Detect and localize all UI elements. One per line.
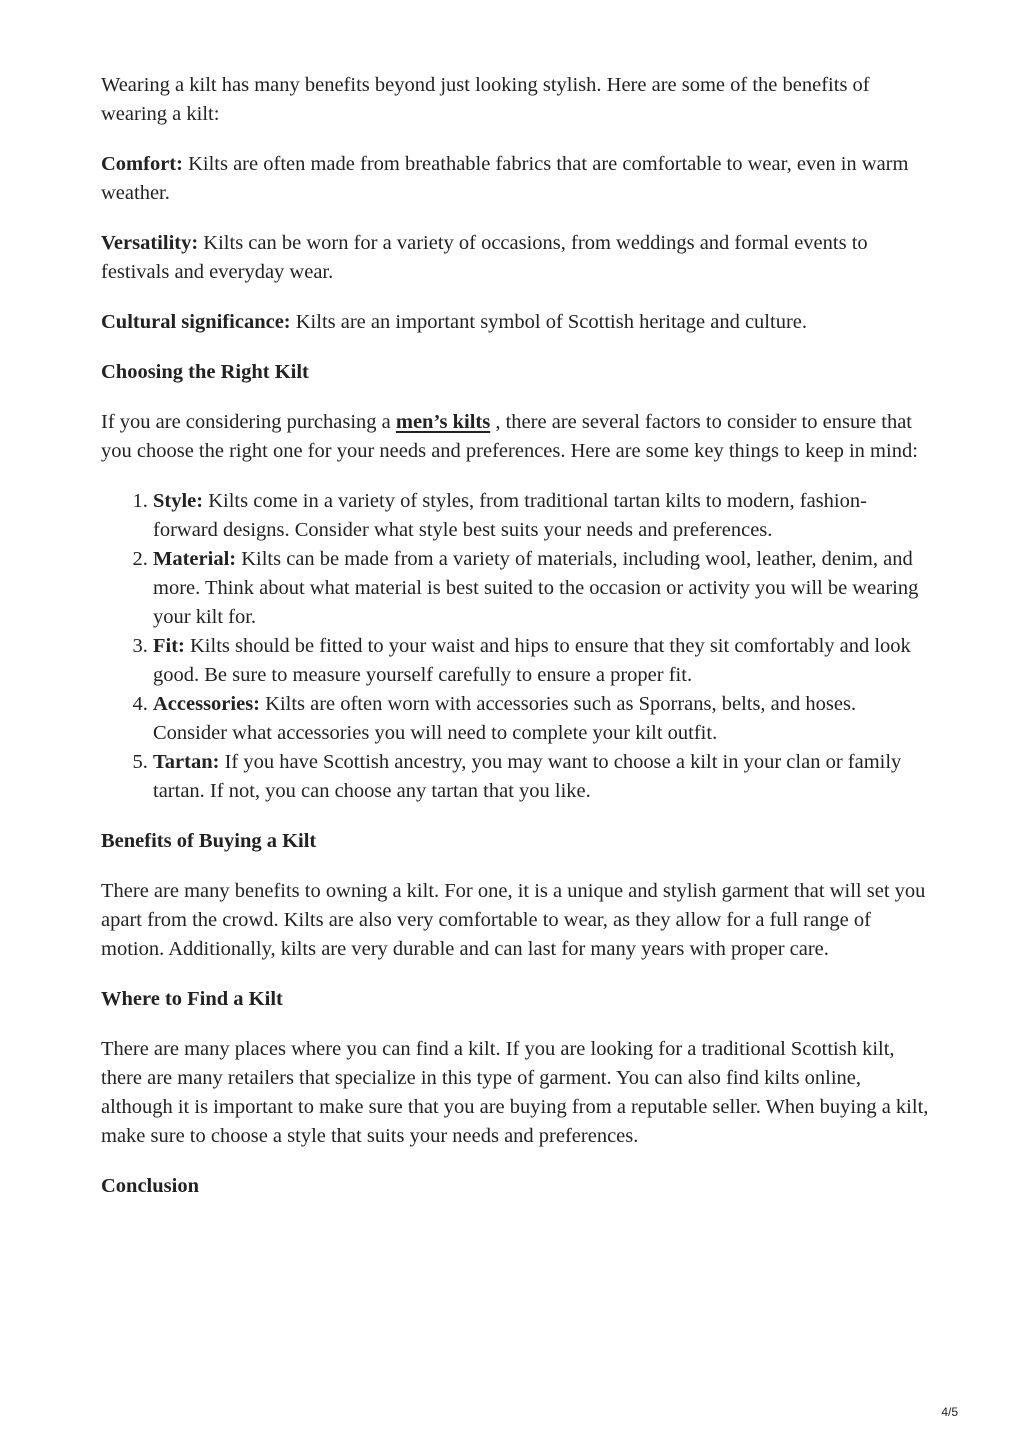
list-item-text: Kilts should be fitted to your waist and hips to ensure that they sit comfortably and look good. Be sure to measure yourself carefully to ensure a proper fit. (153, 635, 911, 686)
benefit-text: Kilts are an important symbol of Scottish heritage and culture. (290, 311, 807, 333)
where-paragraph: There are many places where you can find a kilt. If you are looking for a traditional Scottish kilt, there are many retailers that specialize in this type of garment. You can also find kilts online, although it is important to make sure that you are buying from a reputable seller. When buying a kilt, make sure to choose a style that suits your needs and preferences. (101, 1038, 929, 1147)
heading-where-to-find-a-kilt: Where to Find a Kilt (101, 988, 283, 1010)
intro-paragraph: Wearing a kilt has many benefits beyond just looking stylish. Here are some of the benefits of wearing a kilt: (101, 74, 870, 125)
benefit-cultural-significance (101, 308, 929, 337)
list-item-tartan (153, 748, 929, 806)
kilt-factors-list (101, 487, 929, 806)
list-item-text: If you have Scottish ancestry, you may want to choose a kilt in your clan or family tartan. If not, you can choose any tartan that you like. (153, 751, 902, 802)
list-item-fit (153, 632, 929, 690)
choosing-paragraph (101, 408, 929, 466)
benefit-label: Comfort: (101, 153, 183, 175)
benefit-versatility (101, 229, 929, 287)
heading-benefits-of-buying-a-kilt: Benefits of Buying a Kilt (101, 830, 317, 852)
benefit-label: Versatility: (101, 232, 199, 254)
list-item-text: Kilts are often worn with accessories such as Sporrans, belts, and hoses. Consider what accessories you will need to complete your kilt outfit. (153, 693, 857, 744)
list-item-text: Kilts can be made from a variety of materials, including wool, leather, denim, and more. Think about what material is best suited to the occasion or activity you will be wearing your kilt for. (153, 548, 919, 628)
benefit-comfort (101, 150, 929, 208)
list-item-text: Kilts come in a variety of styles, from traditional tartan kilts to modern, fashion-forward designs. Consider what style best suits your needs and preferences. (153, 490, 867, 541)
mens-kilts-link[interactable]: men’s kilts (395, 411, 491, 433)
list-item-label: Style: (153, 490, 204, 512)
heading-choosing-the-right-kilt: Choosing the Right Kilt (101, 361, 309, 383)
benefit-text: Kilts are often made from breathable fabrics that are comfortable to wear, even in warm weather. (101, 153, 909, 204)
list-item-label: Accessories: (153, 693, 261, 715)
list-item-style (153, 487, 929, 545)
list-item-accessories (153, 690, 929, 748)
buying-paragraph: There are many benefits to owning a kilt. For one, it is a unique and stylish garment that will set you apart from the crowd. Kilts are also very comfortable to wear, as they allow for a full range of motion. Additionally, kilts are very durable and can last for many years with proper care. (101, 880, 926, 960)
document-page (101, 71, 929, 1222)
choosing-text-after-link: , there are several factors to consider to ensure that you choose the right one for your needs and preferences. Here are some key things to keep in mind: (101, 411, 918, 462)
list-item-label: Fit: (153, 635, 185, 657)
benefit-text: Kilts can be worn for a variety of occasions, from weddings and formal events to festivals and everyday wear. (101, 232, 868, 283)
page-number: 4/5 (941, 1405, 958, 1419)
heading-conclusion: Conclusion (101, 1175, 199, 1197)
list-item-material (153, 545, 929, 632)
list-item-label: Tartan: (153, 751, 220, 773)
benefit-label: Cultural significance: (101, 311, 291, 333)
choosing-text-before-link: If you are considering purchasing a (101, 411, 396, 433)
list-item-label: Material: (153, 548, 237, 570)
